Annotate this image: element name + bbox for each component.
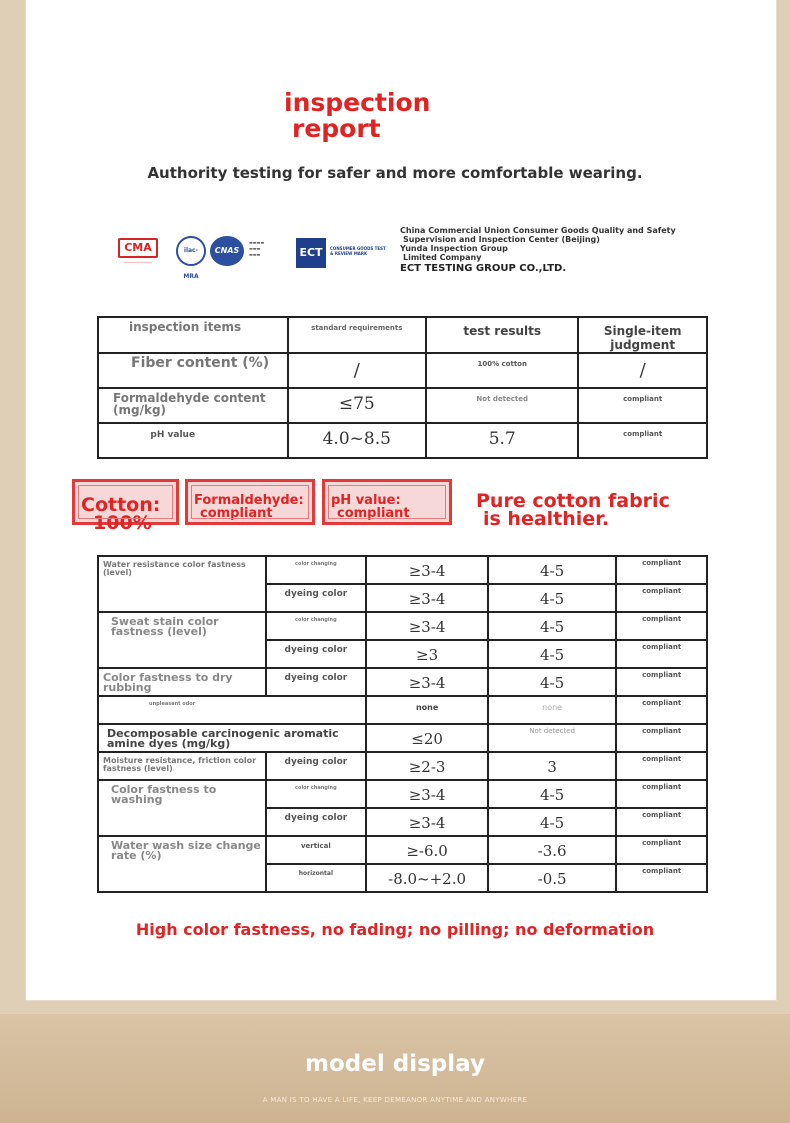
sub-item-cell: dyeing color (266, 640, 367, 668)
ilac-logo: ilac-MRA (176, 236, 206, 266)
judgment-cell: compliant (578, 423, 707, 458)
organization-block (400, 226, 700, 273)
sub-item-cell: dyeing color (266, 752, 367, 780)
cma-logo: CMA ——————— (118, 238, 158, 266)
table-row (98, 836, 707, 864)
org-line: Supervision and Inspection Center (Beijing) (403, 235, 600, 244)
standard-cell: ≥3-4 (366, 808, 488, 836)
standard-cell: ≥2-3 (366, 752, 488, 780)
standard-cell: ≥3-4 (366, 668, 488, 696)
judgment-cell: / (578, 353, 707, 388)
org-line: ECT TESTING GROUP CO.,LTD. (400, 263, 567, 274)
standard-cell: ≥3-4 (366, 584, 488, 612)
result-cell: 100% cotton (426, 353, 578, 388)
table-row (98, 388, 707, 423)
judgment-cell: compliant (616, 752, 707, 780)
stamp-line: pH value: (331, 493, 401, 508)
sub-item-cell: color changing (266, 612, 367, 640)
item-cell: Formaldehyde content (mg/kg) (98, 388, 288, 423)
table-header-row (98, 317, 707, 353)
sub-item-cell: dyeing color (266, 584, 367, 612)
table-row (98, 780, 707, 808)
result-cell: -0.5 (488, 864, 616, 892)
judgment-cell: compliant (616, 668, 707, 696)
sub-item-cell: color changing (266, 556, 367, 584)
table-row (98, 556, 707, 584)
result-cell: 4-5 (488, 640, 616, 668)
standard-cell: ≥-6.0 (366, 836, 488, 864)
ph-stamp (322, 479, 452, 525)
judgment-cell: compliant (616, 612, 707, 640)
formaldehyde-stamp (185, 479, 315, 525)
item-cell: Sweat stain color fastness (level) (98, 612, 266, 668)
quality-claim: High color fastness, no fading; no pilling; no deformation (135, 920, 655, 939)
sub-item-cell: color changing (266, 780, 367, 808)
ect-logo-text: CONSUMER GOODS TEST & REVIEW MARK (330, 246, 386, 256)
standard-cell: ≥3-4 (366, 556, 488, 584)
header-cell: Single-item judgment (578, 317, 707, 353)
table-row (98, 724, 707, 752)
item-cell: Moisture resistance, friction color fastness (level) (98, 752, 266, 780)
judgment-cell: compliant (616, 724, 707, 752)
stamp-line: Cotton: (81, 494, 161, 516)
result-cell: 4-5 (488, 556, 616, 584)
standard-cell: ≤20 (366, 724, 488, 752)
healthier-claim (476, 492, 670, 528)
table-row (98, 612, 707, 640)
header-cell: inspection items (98, 317, 288, 353)
cotton-stamp (72, 479, 179, 534)
sub-item-cell: vertical (266, 836, 367, 864)
header-cell: test results (426, 317, 578, 353)
item-cell: Color fastness to washing (98, 780, 266, 836)
standard-cell: / (288, 353, 427, 388)
judgment-cell: compliant (616, 584, 707, 612)
basic-test-table (97, 316, 708, 459)
result-cell: 4-5 (488, 584, 616, 612)
result-cell: Not detected (426, 388, 578, 423)
table-row (98, 353, 707, 388)
judgment-cell: compliant (616, 808, 707, 836)
standard-cell: 4.0~8.5 (288, 423, 427, 458)
result-cell: 4-5 (488, 808, 616, 836)
fastness-test-table (97, 555, 708, 893)
title-line-2: report (292, 114, 381, 143)
table-row (98, 423, 707, 458)
result-cell: 3 (488, 752, 616, 780)
item-cell: Fiber content (%) (98, 353, 288, 388)
result-cell: Not detected (488, 724, 616, 752)
title-line-1: inspection (284, 88, 431, 117)
standard-cell: ≥3 (366, 640, 488, 668)
sub-item-cell: horizontal (266, 864, 367, 892)
table-row (98, 668, 707, 696)
band-subtitle: A MAN IS TO HAVE A LIFE, KEEP DEMEANOR ANYTIME AND ANYWHERE (262, 1096, 528, 1104)
table-row (98, 752, 707, 780)
org-line: Limited Company (403, 253, 482, 262)
band-title: model display (305, 1051, 485, 1077)
org-line: China Commercial Union Consumer Goods Quality and Safety (400, 226, 676, 235)
standard-cell: ≤75 (288, 388, 427, 423)
result-cell: 5.7 (426, 423, 578, 458)
report-title (284, 90, 430, 142)
standard-cell: ≥3-4 (366, 612, 488, 640)
sub-item-cell: unpleasant odor (98, 696, 366, 724)
result-cell: 4-5 (488, 668, 616, 696)
table-row (98, 696, 707, 724)
standard-cell: none (366, 696, 488, 724)
judgment-cell: compliant (616, 836, 707, 864)
header-cell: standard requirements (288, 317, 427, 353)
stamp-line: compliant (337, 506, 410, 521)
standard-cell: ≥3-4 (366, 780, 488, 808)
cnas-caption: ▬▬▬▬ ▬▬▬ ▬▬▬ (249, 240, 265, 257)
sub-item-cell: dyeing color (266, 808, 367, 836)
item-cell: pH value (98, 423, 288, 458)
judgment-cell: compliant (616, 640, 707, 668)
result-cell: none (488, 696, 616, 724)
item-cell: Water wash size change rate (%) (98, 836, 266, 892)
cnas-logo: CNAS (210, 236, 244, 266)
sub-item-cell: dyeing color (266, 668, 367, 696)
claim-line: is healthier. (483, 508, 610, 530)
judgment-cell: compliant (616, 696, 707, 724)
judgment-cell: compliant (616, 780, 707, 808)
result-cell: 4-5 (488, 612, 616, 640)
org-line: Yunda Inspection Group (400, 244, 508, 253)
item-cell: Water resistance color fastness (level) (98, 556, 266, 612)
report-subtitle: Authority testing for safer and more comfortable wearing. (147, 164, 643, 182)
standard-cell: -8.0~+2.0 (366, 864, 488, 892)
stamp-line: compliant (200, 506, 273, 521)
stamp-line: Formaldehyde: (194, 493, 304, 508)
judgment-cell: compliant (616, 556, 707, 584)
claim-line: Pure cotton fabric (476, 490, 670, 512)
item-cell: Decomposable carcinogenic aromatic amine dyes (mg/kg) (98, 724, 366, 752)
judgment-cell: compliant (578, 388, 707, 423)
stamp-line: 100% (93, 512, 152, 534)
judgment-cell: compliant (616, 864, 707, 892)
result-cell: 4-5 (488, 780, 616, 808)
ect-logo: ECT (296, 238, 326, 268)
result-cell: -3.6 (488, 836, 616, 864)
item-cell: Color fastness to dry rubbing (98, 668, 266, 696)
